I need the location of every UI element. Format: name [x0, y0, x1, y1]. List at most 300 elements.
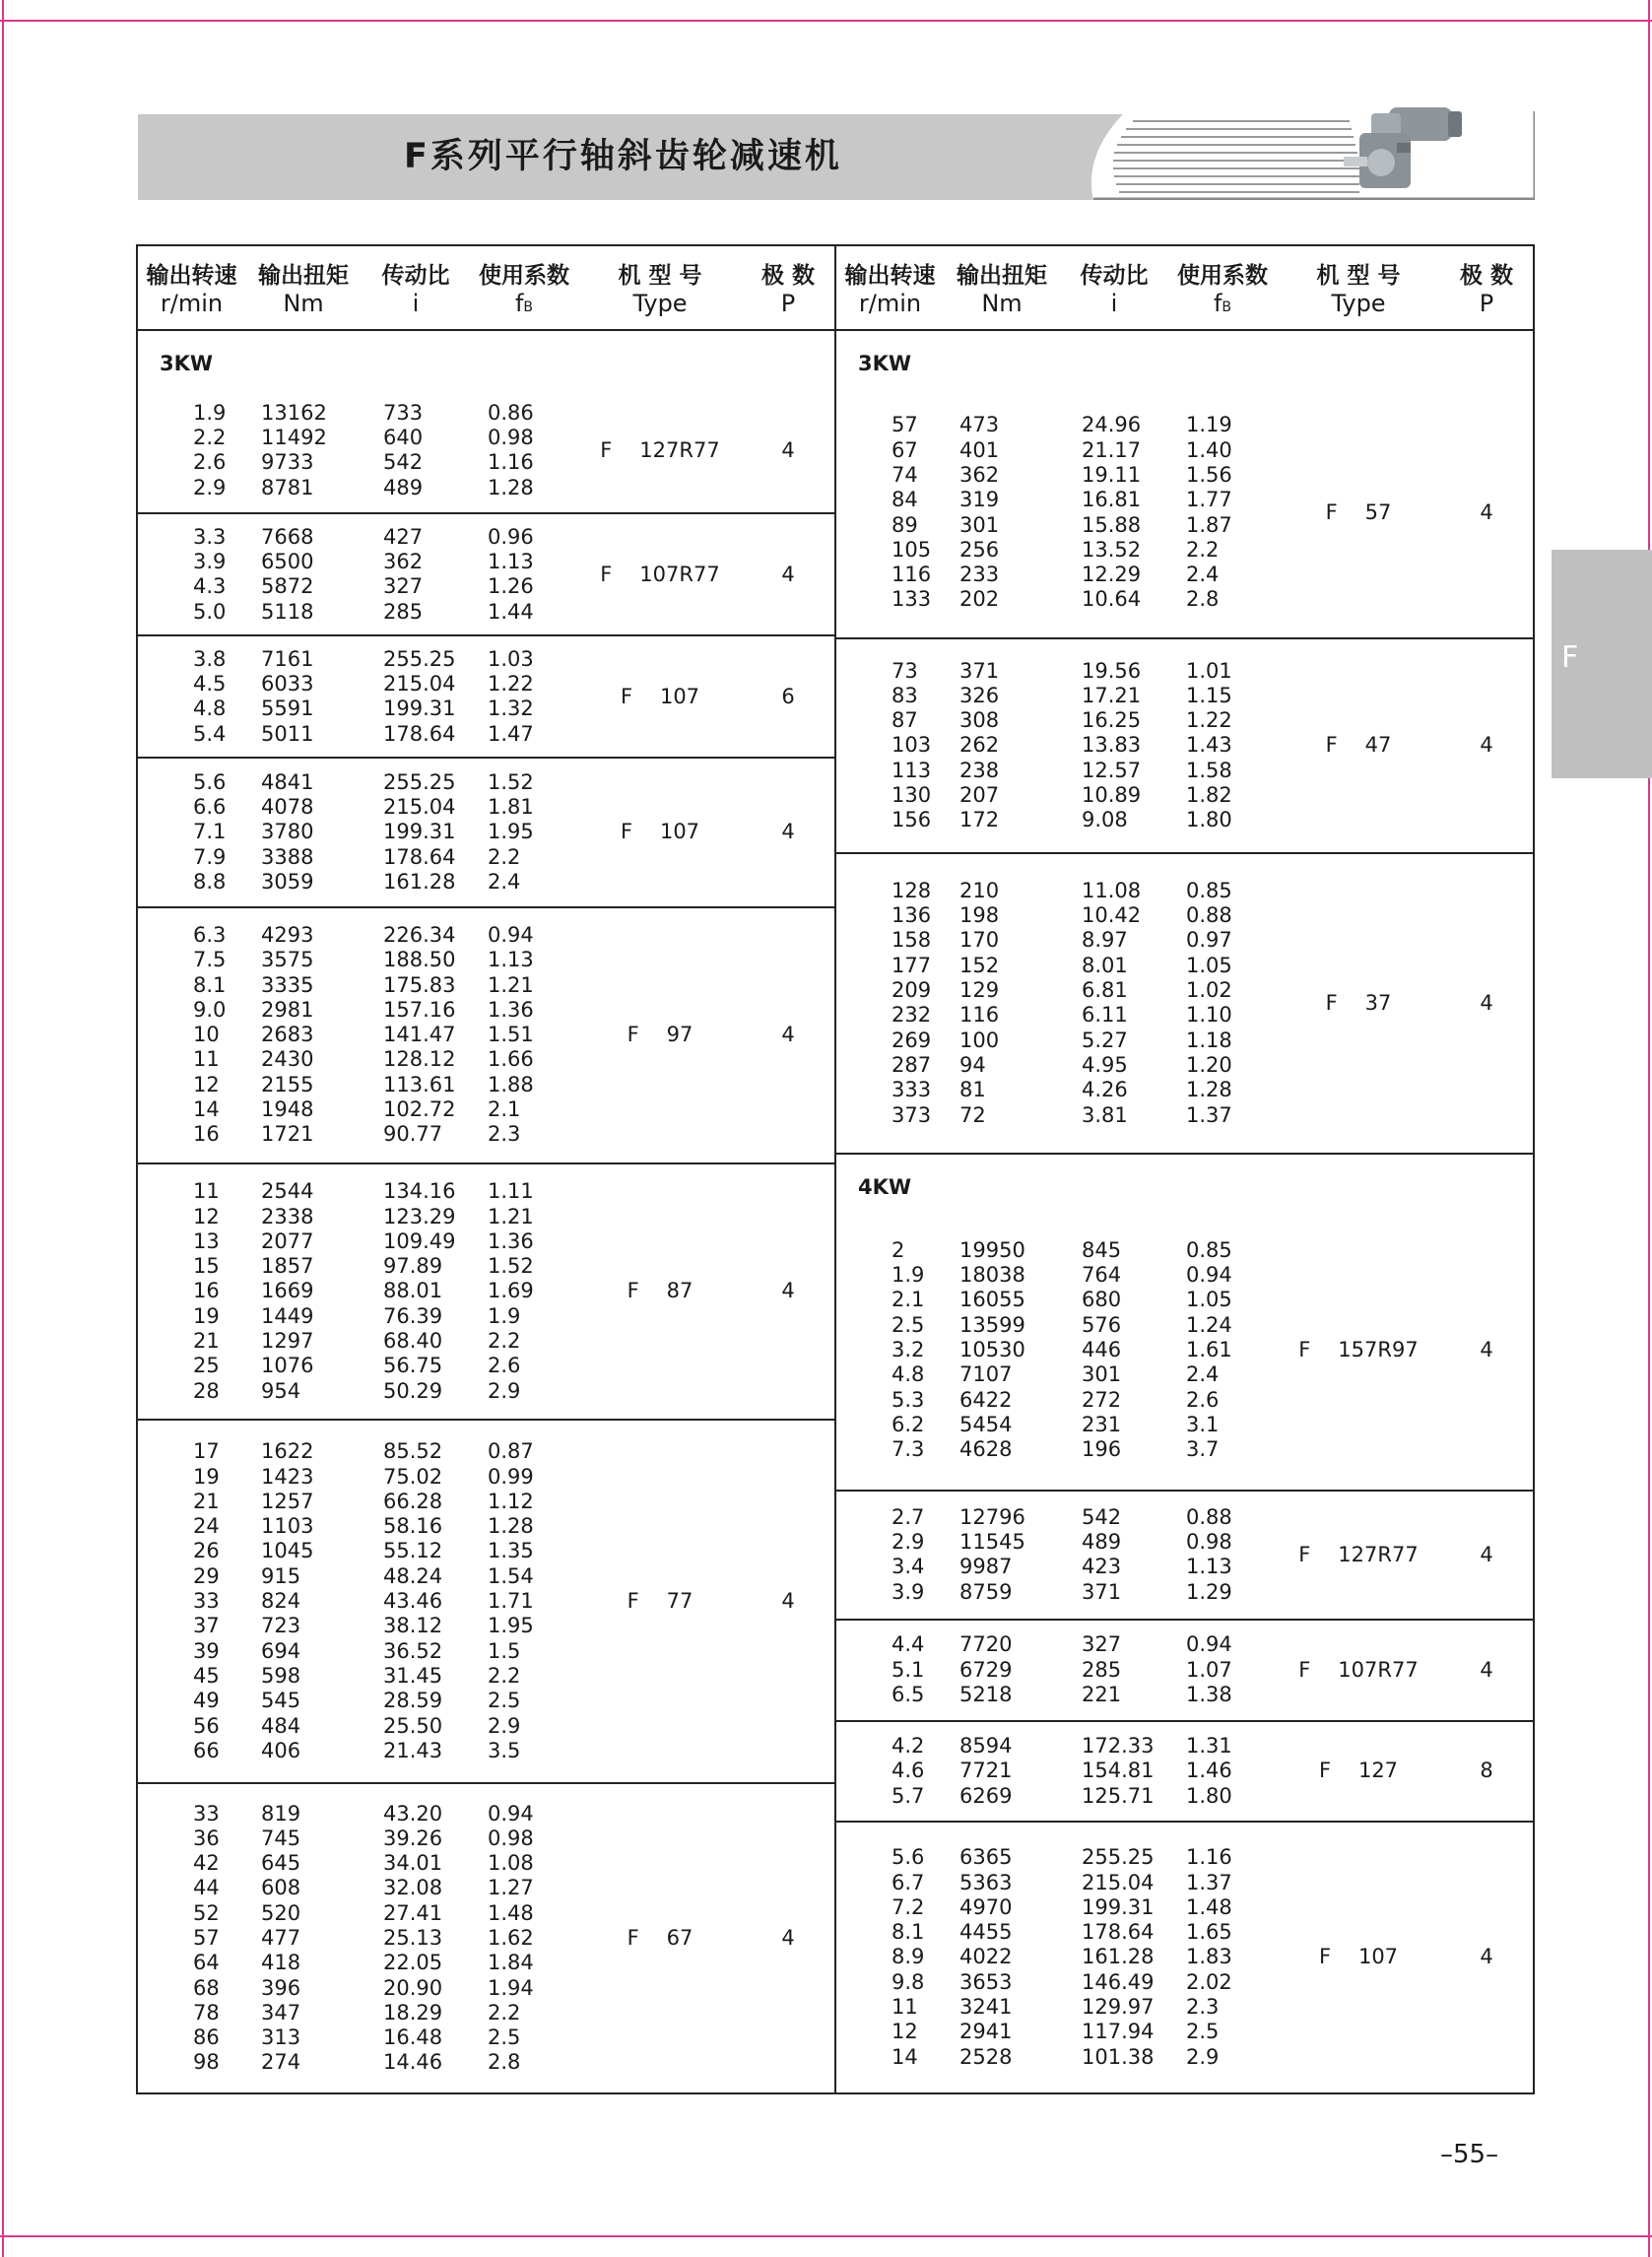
cell-factor: 1.47 — [488, 721, 534, 746]
cell-speed: 2.5 — [892, 1312, 925, 1337]
type-model: 87 — [666, 1279, 694, 1303]
cell-speed: 11 — [193, 1179, 220, 1204]
cell-speed: 57 — [193, 1925, 220, 1950]
cell-torque: 116 — [959, 1003, 1000, 1028]
model-group — [137, 330, 835, 513]
unit-speed: r/min — [137, 290, 245, 330]
cell-ratio: 542 — [383, 450, 424, 475]
cell-speed: 158 — [892, 928, 932, 953]
cell-torque: 6365 — [959, 1845, 1013, 1870]
type-cell — [1277, 1721, 1440, 1823]
cell-torque: 694 — [261, 1638, 301, 1663]
col-ratio-cells — [362, 388, 470, 513]
cell-factor: 2.9 — [488, 1378, 521, 1403]
cell-ratio: 178.64 — [1082, 1920, 1155, 1945]
col-torque-cells — [245, 907, 362, 1163]
cell-speed: 37 — [193, 1614, 220, 1638]
table-row — [137, 635, 835, 758]
cell-torque: 8759 — [959, 1579, 1013, 1604]
model-group — [137, 513, 835, 635]
col-speed-cells — [137, 388, 245, 513]
cell-factor: 1.82 — [1186, 783, 1232, 808]
type-cell — [1277, 1822, 1440, 2093]
col-torque-cells — [245, 513, 362, 635]
col-ratio-cells — [1060, 1620, 1168, 1721]
cell-factor: 1.16 — [488, 450, 534, 475]
cell-ratio: 68.40 — [383, 1328, 443, 1353]
cell-factor: 0.94 — [488, 923, 534, 947]
col-torque-cells — [944, 1212, 1060, 1491]
cell-speed: 6.7 — [892, 1870, 925, 1894]
poles-cell: 4 — [781, 437, 795, 462]
col-speed-header: 输出转速 — [146, 263, 237, 289]
poles-cell: 6 — [781, 684, 795, 708]
cell-factor: 1.46 — [1186, 1759, 1232, 1783]
cell-speed: 7.5 — [193, 948, 227, 972]
cell-torque: 5363 — [959, 1870, 1013, 1894]
cell-torque: 2155 — [261, 1072, 314, 1096]
cell-ratio: 25.50 — [383, 1713, 443, 1738]
cell-factor: 1.52 — [488, 1254, 534, 1279]
type-cell — [578, 513, 742, 635]
cell-speed: 1.9 — [892, 1263, 925, 1288]
col-speed-cells — [835, 638, 944, 853]
power-heading: 4KW — [858, 1175, 912, 1200]
cell-torque: 371 — [959, 658, 1000, 683]
col-factor-header: 使用系数 — [1177, 263, 1268, 289]
cell-ratio: 576 — [1082, 1312, 1122, 1337]
cell-factor: 0.98 — [488, 1826, 534, 1850]
cell-ratio: 199.31 — [383, 697, 456, 721]
cell-ratio: 134.16 — [383, 1179, 456, 1204]
cell-ratio: 371 — [1082, 1579, 1122, 1604]
cell-torque: 11545 — [959, 1530, 1025, 1555]
col-torque-cells — [245, 388, 362, 513]
col-torque-cells — [944, 1721, 1060, 1823]
type-cell — [578, 1420, 742, 1783]
cell-torque: 3388 — [261, 844, 314, 869]
power-heading: 3KW — [858, 352, 912, 376]
cell-ratio: 446 — [1082, 1338, 1122, 1361]
col-factor-cells — [1168, 1212, 1277, 1491]
cell-torque: 4841 — [261, 769, 314, 794]
cell-ratio: 12.57 — [1082, 758, 1142, 782]
cell-factor: 2.2 — [1186, 537, 1220, 562]
cell-ratio: 125.71 — [1082, 1783, 1155, 1808]
cell-factor: 3.1 — [1186, 1412, 1220, 1436]
cell-torque: 4970 — [959, 1894, 1013, 1919]
unit-ratio: i — [362, 290, 470, 330]
cell-torque: 362 — [959, 462, 1000, 487]
col-ratio-cells — [362, 907, 470, 1163]
cell-ratio: 10.64 — [1082, 587, 1142, 612]
cell-factor: 1.52 — [488, 769, 534, 794]
cell-speed: 2 — [892, 1237, 905, 1262]
cell-speed: 86 — [193, 2025, 220, 2050]
cell-speed: 11 — [892, 1995, 918, 2020]
cell-torque: 645 — [261, 1851, 301, 1876]
cell-factor: 1.19 — [1186, 413, 1232, 437]
cell-speed: 4.4 — [892, 1632, 925, 1657]
cell-torque: 484 — [261, 1713, 301, 1738]
cell-ratio: 3.81 — [1082, 1102, 1128, 1127]
cell-ratio: 109.49 — [383, 1228, 456, 1253]
type-cell — [578, 635, 742, 758]
table-row — [835, 638, 1534, 853]
cell-speed: 17 — [193, 1439, 220, 1464]
type-prefix: F — [600, 562, 613, 586]
cell-factor: 1.81 — [488, 795, 534, 820]
cell-torque: 2683 — [261, 1023, 314, 1047]
cell-factor: 2.4 — [1186, 563, 1220, 587]
type-cell — [1277, 638, 1440, 853]
cell-torque: 11492 — [261, 425, 327, 449]
cell-ratio: 226.34 — [383, 923, 456, 947]
cell-speed: 3.2 — [892, 1338, 925, 1361]
cell-ratio: 15.88 — [1082, 512, 1142, 537]
cell-factor: 0.85 — [1186, 878, 1232, 902]
col-factor-cells — [1168, 638, 1277, 853]
cell-torque: 2544 — [261, 1179, 314, 1204]
cell-torque: 7668 — [261, 524, 314, 549]
cell-torque: 598 — [261, 1663, 301, 1688]
cell-speed: 2.7 — [892, 1504, 925, 1529]
col-torque-cells — [944, 1491, 1060, 1620]
cell-factor: 2.8 — [1186, 587, 1220, 612]
cell-ratio: 733 — [383, 400, 424, 425]
cell-speed: 66 — [193, 1738, 220, 1762]
cell-ratio: 25.13 — [383, 1925, 443, 1950]
cell-torque: 18038 — [959, 1263, 1025, 1288]
cell-factor: 1.28 — [488, 475, 534, 499]
cell-factor: 1.48 — [488, 1900, 534, 1925]
cell-speed: 2.1 — [892, 1288, 925, 1312]
cell-speed: 3.9 — [193, 550, 227, 574]
cell-torque: 256 — [959, 537, 1000, 562]
cell-factor: 1.88 — [488, 1072, 534, 1096]
cell-torque: 16055 — [959, 1288, 1025, 1312]
cell-ratio: 10.42 — [1082, 903, 1142, 928]
cell-factor: 2.4 — [1186, 1362, 1220, 1387]
cell-speed: 84 — [892, 488, 918, 512]
cell-factor: 0.99 — [488, 1464, 534, 1489]
cell-torque: 401 — [959, 437, 1000, 462]
cell-factor: 1.44 — [488, 599, 534, 624]
page-title: F系列平行轴斜齿轮减速机 — [404, 137, 842, 176]
cell-ratio: 43.20 — [383, 1801, 443, 1826]
cell-ratio: 16.48 — [383, 2025, 443, 2050]
poles-cell: 4 — [1480, 1338, 1493, 1361]
cell-speed: 87 — [892, 708, 918, 733]
cell-ratio: 196 — [1082, 1437, 1122, 1462]
cell-speed: 21 — [193, 1489, 220, 1513]
cell-speed: 68 — [193, 1975, 220, 2000]
cell-speed: 128 — [892, 878, 932, 902]
cell-torque: 233 — [959, 563, 1000, 587]
type-model: 127 — [1357, 1759, 1399, 1783]
cell-ratio: 489 — [383, 475, 424, 499]
cell-torque: 7720 — [959, 1632, 1013, 1657]
cell-ratio: 123.29 — [383, 1204, 456, 1228]
cell-speed: 5.4 — [193, 721, 227, 746]
cell-speed: 2.2 — [193, 425, 227, 449]
cell-speed: 33 — [193, 1589, 220, 1614]
col-speed-cells — [835, 1620, 944, 1721]
cell-torque: 5011 — [261, 721, 314, 746]
cell-torque: 545 — [261, 1689, 301, 1713]
cell-factor: 0.97 — [1186, 928, 1232, 953]
cell-factor: 1.58 — [1186, 758, 1232, 782]
cell-torque: 1857 — [261, 1254, 314, 1279]
cell-torque: 3653 — [959, 1969, 1013, 1994]
cell-torque: 6729 — [959, 1657, 1013, 1682]
cell-speed: 8.1 — [892, 1920, 925, 1945]
cell-speed: 333 — [892, 1078, 932, 1102]
col-torque-cells — [245, 635, 362, 758]
cell-factor: 1.28 — [488, 1514, 534, 1539]
cell-torque: 5218 — [959, 1682, 1013, 1706]
cell-factor: 2.4 — [488, 870, 521, 895]
col-ratio-cells — [1060, 1822, 1168, 2093]
col-ratio-cells — [1060, 853, 1168, 1154]
cell-ratio: 20.90 — [383, 1975, 443, 2000]
col-torque-cells — [245, 1163, 362, 1420]
table-row — [835, 1721, 1534, 1823]
cell-speed: 9.8 — [892, 1969, 925, 1994]
cell-speed: 21 — [193, 1328, 220, 1353]
cell-speed: 64 — [193, 1951, 220, 1975]
col-poles-header: 极 数 — [1459, 263, 1513, 289]
cell-torque: 608 — [261, 1876, 301, 1900]
cell-speed: 83 — [892, 683, 918, 707]
cell-ratio: 215.04 — [1082, 1870, 1155, 1894]
cell-factor: 1.94 — [488, 1975, 534, 2000]
section-tab-label: F — [1561, 640, 1579, 675]
col-torque-cells — [944, 388, 1060, 638]
type-model: 47 — [1364, 733, 1392, 758]
power-heading: 3KW — [160, 352, 214, 376]
cell-speed: 57 — [892, 413, 918, 437]
cell-factor: 1.21 — [488, 1204, 534, 1228]
cell-torque: 72 — [959, 1102, 986, 1127]
power-heading-row — [835, 330, 1534, 388]
cell-speed: 3.4 — [892, 1555, 925, 1579]
cell-speed: 10 — [193, 1023, 220, 1047]
cell-factor: 1.02 — [1186, 978, 1232, 1003]
col-ratio-header: 传动比 — [381, 263, 450, 289]
cell-ratio: 231 — [1082, 1412, 1122, 1436]
col-speed-cells — [835, 1491, 944, 1620]
type-prefix: F — [1325, 499, 1338, 524]
cell-torque: 238 — [959, 758, 1000, 782]
cell-speed: 14 — [892, 2044, 918, 2069]
cell-factor: 0.85 — [1186, 1237, 1232, 1262]
header-banner — [138, 111, 1535, 200]
col-speed-cells — [835, 1822, 944, 2093]
cell-ratio: 4.95 — [1082, 1052, 1128, 1077]
col-factor-cells — [1168, 1491, 1277, 1620]
cell-torque: 4293 — [261, 923, 314, 947]
model-group — [137, 635, 835, 758]
cell-torque: 4628 — [959, 1437, 1013, 1462]
cell-factor: 1.54 — [488, 1563, 534, 1588]
cell-factor: 1.65 — [1186, 1920, 1232, 1945]
cell-ratio: 178.64 — [383, 721, 456, 746]
cell-torque: 954 — [261, 1378, 301, 1403]
cell-factor: 1.80 — [1186, 808, 1232, 832]
cell-torque: 2941 — [959, 2020, 1013, 2044]
col-ratio-cells — [362, 635, 470, 758]
cell-factor: 1.37 — [1186, 1870, 1232, 1894]
col-speed-cells — [835, 1721, 944, 1823]
table-row — [835, 1212, 1534, 1491]
cell-factor: 1.01 — [1186, 658, 1232, 683]
cell-speed: 4.6 — [892, 1759, 925, 1783]
type-prefix: F — [1325, 990, 1338, 1015]
type-prefix: F — [1298, 1338, 1311, 1361]
type-model: 97 — [666, 1023, 694, 1047]
cell-ratio: 19.56 — [1082, 658, 1142, 683]
cell-ratio: 255.25 — [1082, 1845, 1155, 1870]
cell-torque: 6500 — [261, 550, 314, 574]
col-ratio-header: 传动比 — [1080, 263, 1149, 289]
type-cell — [1277, 388, 1440, 638]
col-factor-cells — [470, 1163, 578, 1420]
col-speed-cells — [137, 758, 245, 906]
cell-ratio: 362 — [383, 550, 424, 574]
cell-torque: 1103 — [261, 1514, 314, 1539]
type-model: 107 — [659, 684, 700, 708]
cell-ratio: 12.29 — [1082, 563, 1142, 587]
model-group — [835, 1491, 1534, 1620]
cell-ratio: 129.97 — [1082, 1995, 1155, 2020]
col-speed-header: 输出转速 — [844, 263, 936, 289]
cell-ratio: 489 — [1082, 1530, 1122, 1555]
cell-ratio: 18.29 — [383, 2000, 443, 2025]
cell-ratio: 10.89 — [1082, 783, 1142, 808]
cell-speed: 36 — [193, 1826, 220, 1850]
cell-speed: 74 — [892, 462, 918, 487]
cell-torque: 207 — [959, 783, 1000, 808]
type-model: 107 — [659, 820, 700, 844]
cell-ratio: 764 — [1082, 1263, 1122, 1288]
cell-torque: 1076 — [261, 1354, 314, 1378]
cell-speed: 105 — [892, 537, 932, 562]
cell-torque: 347 — [261, 2000, 301, 2025]
table-row — [137, 758, 835, 906]
cell-factor: 1.56 — [1186, 462, 1232, 487]
model-group — [835, 1822, 1534, 2093]
cell-speed: 2.6 — [193, 450, 227, 475]
cell-torque: 100 — [959, 1028, 1000, 1052]
type-cell — [578, 1163, 742, 1420]
cell-ratio: 6.81 — [1082, 978, 1128, 1003]
cell-torque: 4022 — [959, 1945, 1013, 1969]
col-type-header: 机 型 号 — [1316, 263, 1401, 289]
cell-factor: 1.15 — [1186, 683, 1232, 707]
col-factor-cells — [470, 1420, 578, 1783]
cell-factor: 1.05 — [1186, 953, 1232, 977]
cell-ratio: 157.16 — [383, 997, 456, 1022]
cell-ratio: 4.26 — [1082, 1078, 1128, 1102]
cell-factor: 1.20 — [1186, 1052, 1232, 1077]
cell-ratio: 28.59 — [383, 1689, 443, 1713]
cell-torque: 1721 — [261, 1122, 314, 1147]
cell-factor: 1.22 — [488, 672, 534, 697]
cell-speed: 25 — [193, 1354, 220, 1378]
header-row-units — [835, 290, 1534, 330]
cell-torque: 4455 — [959, 1920, 1013, 1945]
cell-ratio: 50.29 — [383, 1378, 443, 1403]
type-prefix: F — [1325, 733, 1338, 758]
cell-speed: 116 — [892, 563, 932, 587]
gear-motor-image — [1342, 100, 1470, 198]
cell-speed: 136 — [892, 903, 932, 928]
cell-ratio: 128.12 — [383, 1047, 456, 1072]
cell-speed: 16 — [193, 1122, 220, 1147]
cell-torque: 326 — [959, 683, 1000, 707]
cell-torque: 6033 — [261, 672, 314, 697]
cell-torque: 520 — [261, 1900, 301, 1925]
poles-cell: 4 — [781, 562, 795, 586]
col-factor-cells — [470, 1783, 578, 2093]
col-factor-cells — [1168, 1822, 1277, 2093]
cell-ratio: 255.25 — [383, 769, 456, 794]
cell-ratio: 11.08 — [1082, 878, 1142, 902]
cell-speed: 11 — [193, 1047, 220, 1072]
cell-ratio: 101.38 — [1082, 2044, 1155, 2069]
power-heading-row — [137, 330, 835, 388]
type-model: 157R97 — [1338, 1338, 1419, 1361]
cell-speed: 6.2 — [892, 1412, 925, 1436]
cell-factor: 1.32 — [488, 697, 534, 721]
cell-speed: 5.1 — [892, 1657, 925, 1682]
col-ratio-cells — [362, 1420, 470, 1783]
cell-torque: 3059 — [261, 870, 314, 895]
cell-torque: 406 — [261, 1738, 301, 1762]
cell-ratio: 31.45 — [383, 1663, 443, 1688]
cell-speed: 3.3 — [193, 524, 227, 549]
cell-factor: 1.22 — [1186, 708, 1232, 733]
cell-ratio: 102.72 — [383, 1097, 456, 1122]
cell-ratio: 27.41 — [383, 1900, 443, 1925]
cell-speed: 6.6 — [193, 795, 227, 820]
cell-ratio: 13.52 — [1082, 537, 1142, 562]
cell-torque: 5454 — [959, 1412, 1013, 1436]
poles-cell: 4 — [781, 1589, 795, 1614]
cell-ratio: 6.11 — [1082, 1003, 1128, 1028]
cell-torque: 3335 — [261, 972, 314, 997]
cell-factor: 0.88 — [1186, 903, 1232, 928]
cell-speed: 177 — [892, 953, 932, 977]
cell-speed: 7.2 — [892, 1894, 925, 1919]
cell-torque: 915 — [261, 1563, 301, 1588]
cell-factor: 1.11 — [488, 1179, 534, 1204]
cell-torque: 12796 — [959, 1504, 1025, 1529]
cell-factor: 1.36 — [488, 1228, 534, 1253]
cell-speed: 373 — [892, 1102, 932, 1127]
cell-ratio: 141.47 — [383, 1023, 456, 1047]
model-group — [137, 1163, 835, 1420]
col-speed-cells — [137, 907, 245, 1163]
col-ratio-cells — [362, 1163, 470, 1420]
cell-ratio: 175.83 — [383, 972, 456, 997]
cell-speed: 5.7 — [892, 1783, 925, 1808]
cell-torque: 10530 — [959, 1338, 1025, 1361]
cell-factor: 2.02 — [1186, 1969, 1232, 1994]
power-heading-row — [835, 1154, 1534, 1212]
col-factor-cells — [470, 635, 578, 758]
